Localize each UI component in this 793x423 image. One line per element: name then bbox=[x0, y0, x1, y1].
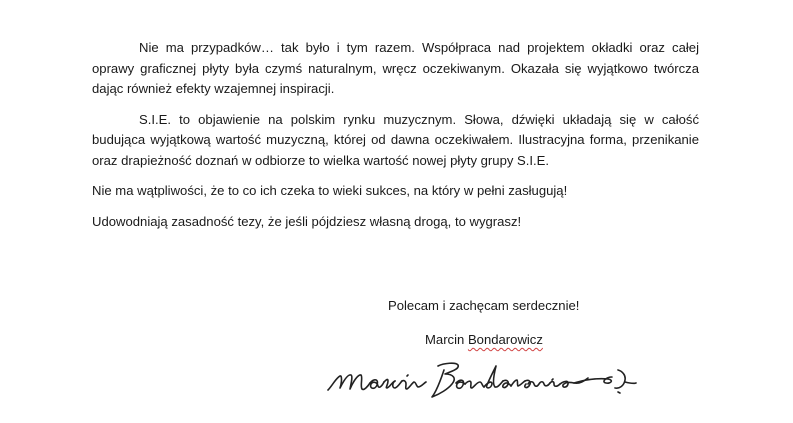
paragraph-1: Nie ma przypadków… tak było i tym razem. Współpraca nad projektem okładki oraz całej oprawy graficznej płyty była czymś naturalnym, wręcz oczekiwanym. Okazała się wyjątkowo twórcza dając również efekty wzajemnej inspiracji. bbox=[92, 40, 699, 96]
author-first-name: Marcin bbox=[425, 332, 465, 347]
paragraph-3: Nie ma wątpliwości, że to co ich czeka to wieki sukces, na który w pełni zasługują! bbox=[92, 183, 568, 198]
handwritten-signature bbox=[322, 356, 642, 406]
closing-line: Polecam i zachęcam serdecznie! bbox=[388, 298, 580, 313]
letter-body bbox=[92, 38, 699, 242]
paragraph-2: S.I.E. to objawienie na polskim rynku muzycznym. Słowa, dźwięki układają się w całość budująca wyjątkową wartość muzyczną, której od dawna oczekiwałem. Ilustracyjna forma, przenikanie oraz drapieżność doznań w odbiorze to wielka wartość nowej płyty grupy S.I.E. bbox=[92, 111, 699, 168]
author-name bbox=[425, 330, 543, 350]
paragraph-4: Udowodniają zasadność tezy, że jeśli pójdziesz własną drogą, to wygrasz! bbox=[92, 213, 522, 229]
author-last-name: Bondarowicz bbox=[467, 332, 543, 347]
